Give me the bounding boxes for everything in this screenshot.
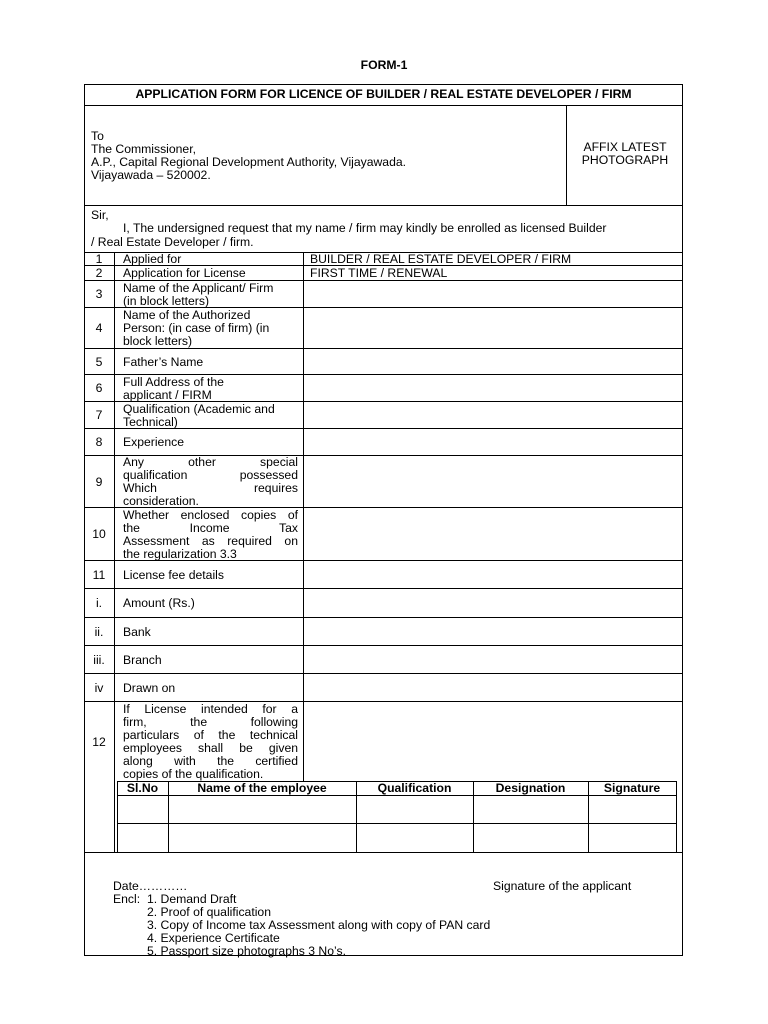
row-number: 6 bbox=[95, 381, 103, 395]
enclosure-item: 5. Passport size photographs 3 No’s. bbox=[147, 944, 346, 958]
date-field[interactable]: Date………… bbox=[113, 879, 188, 893]
row-label-line: Name of the Applicant/ Firm bbox=[123, 280, 274, 295]
form-row bbox=[84, 455, 683, 507]
header-employee-name: Name of the employee bbox=[197, 780, 327, 795]
form-row bbox=[84, 673, 683, 701]
row-label-line: consideration. bbox=[123, 494, 199, 508]
row-value-field[interactable] bbox=[310, 436, 680, 449]
row-value-field[interactable] bbox=[310, 282, 680, 295]
row-value-field[interactable] bbox=[310, 356, 680, 369]
row-number: iv bbox=[94, 680, 104, 695]
row-value-field[interactable] bbox=[310, 626, 680, 639]
title-divider bbox=[84, 105, 683, 106]
row-label-line: Full Address of the bbox=[123, 374, 224, 389]
form-row bbox=[84, 588, 683, 617]
employee-table-cell[interactable] bbox=[168, 823, 356, 852]
employee-table-cell[interactable] bbox=[168, 795, 356, 823]
form-row bbox=[84, 265, 683, 280]
row-number: 8 bbox=[95, 435, 103, 449]
form-row bbox=[84, 428, 683, 455]
request-line-2: / Real Estate Developer / firm. bbox=[91, 235, 254, 249]
employee-table-cell[interactable] bbox=[473, 795, 588, 823]
employee-table-cell[interactable] bbox=[356, 823, 473, 852]
enclosure-item: 3. Copy of Income tax Assessment along with copy of PAN card bbox=[147, 918, 491, 932]
form-row bbox=[84, 701, 683, 781]
row-number: 2 bbox=[95, 266, 103, 280]
form-title: APPLICATION FORM FOR LICENCE OF BUILDER / REAL ESTATE DEVELOPER / FIRM bbox=[135, 87, 632, 101]
row-label-line: Branch bbox=[123, 652, 162, 667]
row-label-line: applicant / FIRM bbox=[123, 387, 212, 402]
employee-table-column-divider bbox=[676, 781, 677, 852]
address-recipient: The Commissioner, bbox=[91, 142, 196, 156]
row-label-line: block letters) bbox=[123, 334, 193, 348]
row-label-line: (in block letters) bbox=[123, 293, 210, 308]
enclosure-item: 4. Experience Certificate bbox=[147, 931, 280, 945]
row-value-field[interactable] bbox=[310, 703, 680, 716]
row-number: 10 bbox=[92, 527, 106, 541]
form-row bbox=[84, 617, 683, 645]
row-number: i. bbox=[95, 596, 103, 610]
row-label-line: Person: (in case of firm) (in bbox=[123, 321, 270, 335]
row-number: 7 bbox=[95, 408, 103, 422]
employee-table-cell[interactable] bbox=[117, 795, 168, 823]
row-label-line: Which requires bbox=[123, 481, 298, 495]
form-row bbox=[84, 348, 683, 374]
row-label-line: the regularization 3.3 bbox=[123, 546, 237, 561]
row-value-field[interactable] bbox=[310, 376, 680, 389]
employee-table-cell[interactable] bbox=[356, 795, 473, 823]
row-label-line: Amount (Rs.) bbox=[123, 596, 195, 610]
address-divider bbox=[84, 205, 683, 206]
salutation: Sir, bbox=[91, 208, 109, 222]
row-label-line: qualification possessed bbox=[123, 468, 298, 482]
row-label-line: Application for License bbox=[123, 266, 246, 280]
header-sl-no: Sl.No bbox=[126, 780, 159, 795]
header-signature: Signature bbox=[603, 780, 661, 795]
row-label-line: Technical) bbox=[123, 414, 178, 429]
row-value-field[interactable] bbox=[310, 654, 680, 667]
form-row bbox=[84, 645, 683, 673]
form-row bbox=[84, 401, 683, 428]
row-value-field[interactable] bbox=[310, 569, 680, 582]
row-value-field[interactable]: FIRST TIME / RENEWAL bbox=[310, 266, 448, 280]
address-authority: A.P., Capital Regional Development Authority, Vijayawada. bbox=[91, 155, 407, 169]
row-number: 11 bbox=[92, 567, 106, 582]
row-value-field[interactable] bbox=[310, 597, 680, 610]
row-value-field[interactable] bbox=[310, 403, 680, 416]
row-label-line: If License intended for a bbox=[123, 702, 298, 716]
footer-divider bbox=[84, 852, 683, 853]
address-city: Vijayawada – 520002. bbox=[91, 168, 211, 182]
row-value-field[interactable]: BUILDER / REAL ESTATE DEVELOPER / FIRM bbox=[310, 252, 572, 266]
form-row bbox=[84, 252, 683, 265]
row-value-field[interactable] bbox=[310, 309, 680, 322]
address-to: To bbox=[91, 129, 104, 143]
row-label-line: Drawn on bbox=[123, 680, 176, 695]
photo-box-line1: AFFIX LATEST bbox=[583, 140, 667, 154]
form-row bbox=[84, 560, 683, 588]
form-row bbox=[84, 280, 683, 307]
form-row bbox=[84, 374, 683, 401]
row-number: iii. bbox=[93, 652, 105, 667]
row-label-line: Qualification (Academic and bbox=[123, 401, 275, 416]
row-label-line: Assessment as required on bbox=[123, 533, 298, 548]
employee-table-cell[interactable] bbox=[588, 823, 676, 852]
photo-box-line2: PHOTOGRAPH bbox=[581, 153, 669, 167]
form-row bbox=[84, 307, 683, 348]
row-label-line: employees shall be given bbox=[123, 741, 298, 755]
row-number: 9 bbox=[95, 474, 103, 489]
row-label-line: along with the certified bbox=[123, 754, 298, 768]
employee-table-cell[interactable] bbox=[117, 823, 168, 852]
row-label-line: Any other special bbox=[123, 455, 298, 469]
row-label-line: the Income Tax bbox=[123, 520, 298, 535]
row-value-field[interactable] bbox=[310, 682, 680, 695]
employee-table-cell[interactable] bbox=[473, 823, 588, 852]
header-qualification: Qualification bbox=[377, 780, 452, 795]
row-label-line: License fee details bbox=[123, 567, 224, 582]
row-value-field[interactable] bbox=[310, 509, 680, 522]
row-label-line: Bank bbox=[123, 624, 151, 639]
row-number: 12 bbox=[92, 734, 106, 749]
form-number: FORM-1 bbox=[360, 58, 408, 72]
enclosure-item: 1. Demand Draft bbox=[147, 892, 237, 906]
employee-table-cell[interactable] bbox=[588, 795, 676, 823]
row-number: ii. bbox=[94, 624, 104, 639]
row-value-field[interactable] bbox=[310, 456, 680, 469]
row-number: 5 bbox=[95, 354, 103, 369]
row-label-line: Father’s Name bbox=[123, 354, 204, 369]
row-label-line: particulars of the technical bbox=[123, 728, 298, 742]
enclosures-label: Encl: bbox=[113, 892, 141, 906]
row-number: 4 bbox=[95, 321, 103, 335]
request-line-1: I, The undersigned request that my name / firm may kindly be enrolled as licensed Builder bbox=[123, 221, 607, 235]
row-label-line: firm, the following bbox=[123, 715, 298, 729]
header-designation: Designation bbox=[495, 780, 566, 795]
row-label-line: Whether enclosed copies of bbox=[123, 507, 298, 522]
row-label-line: copies of the qualification. bbox=[123, 767, 264, 781]
row-label-line: Name of the Authorized bbox=[123, 308, 251, 322]
row-number: 1 bbox=[95, 252, 103, 266]
enclosure-item: 2. Proof of qualification bbox=[147, 905, 271, 919]
row-number: 3 bbox=[95, 287, 103, 301]
signature-field[interactable]: Signature of the applicant bbox=[493, 879, 632, 893]
row-label-line: Applied for bbox=[123, 252, 182, 266]
form-row bbox=[84, 507, 683, 560]
row-label-line: Experience bbox=[123, 435, 184, 449]
